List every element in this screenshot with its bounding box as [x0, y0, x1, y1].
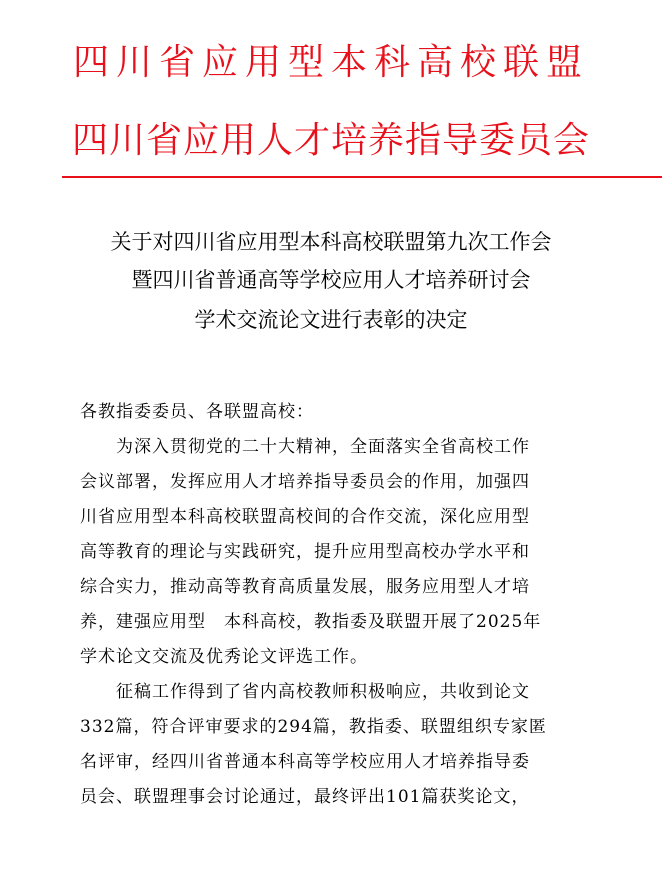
paragraph-line: 川省应用型本科高校联盟高校间的合作交流，深化应用型: [80, 507, 530, 527]
document-title-line-2: 暨四川省普通高等学校应用人才培养研讨会: [131, 268, 531, 292]
paragraph-line: 高等教育的理论与实践研究，提升应用型高校办学水平和: [80, 542, 530, 562]
salutation-text: 各教指委委员、各联盟高校：: [80, 402, 314, 422]
paragraph-line: 征稿工作得到了省内高校教师积极响应，共收到论文: [80, 682, 530, 702]
issuer-org-1: 四川省应用型本科高校联盟: [72, 42, 589, 83]
paragraph-line: 会议部署，发挥应用人才培养指导委员会的作用，加强四: [80, 472, 530, 492]
paragraph-line: 养，建强应用型 本科高校，教指委及联盟开展了2025年: [80, 612, 542, 632]
paragraph-line: 员会、联盟理事会讨论通过，最终评出101篇获奖论文，: [80, 787, 530, 807]
paragraph-line: 学术论文交流及优秀论文评选工作。: [80, 647, 368, 667]
issuer-org-2: 四川省应用人才培养指导委员会: [71, 120, 590, 161]
paragraph-line: 综合实力，推动高等教育高质量发展，服务应用型人才培: [80, 577, 530, 597]
paragraph-line: 为深入贯彻党的二十大精神，全面落实全省高校工作: [80, 437, 530, 457]
paragraph-line: 332篇，符合评审要求的294篇，教指委、联盟组织专家匿: [80, 717, 547, 737]
document-title-line-1: 关于对四川省应用型本科高校联盟第九次工作会: [110, 230, 552, 254]
document-title-line-3: 学术交流论文进行表彰的决定: [194, 308, 468, 332]
paragraph-1: [80, 430, 600, 675]
paragraph-line: 名评审，经四川省普通本科高等学校应用人才培养指导委: [80, 752, 530, 772]
paragraph-2: [80, 675, 600, 815]
header-divider: [62, 176, 662, 178]
salutation: [80, 395, 600, 430]
